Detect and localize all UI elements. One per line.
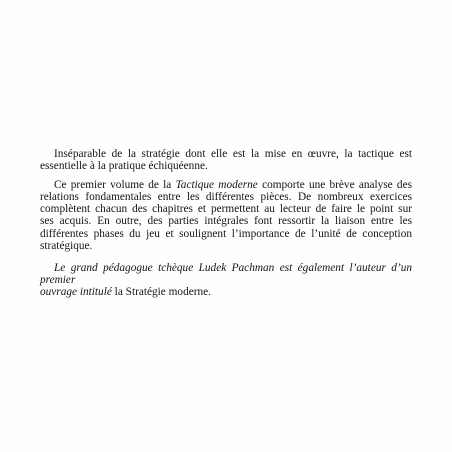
text-line: relations fondamentales entre les différentes pièces. De nombreux exercices xyxy=(40,191,412,204)
text-line xyxy=(40,179,412,191)
text-line: différentes phases du jeu et soulignent l’importance de l’unité de conception xyxy=(40,227,412,240)
paragraph-author-note xyxy=(40,262,412,298)
text-segment: ouvrage intitulé xyxy=(40,285,112,298)
text-line: Le grand pédagogue tchèque Ludek Pachman est également l’auteur d’un premier xyxy=(40,261,412,286)
book-title-strategie-moderne: la Stratégie moderne. xyxy=(111,285,211,298)
text-line: Inséparable de la stratégie dont elle est la mise en œuvre, la tactique est xyxy=(54,148,412,160)
text-line: essentielle à la pratique échiquéenne. xyxy=(40,160,208,173)
text-segment: comporte une brève analyse des xyxy=(257,179,412,192)
paragraph-tactics-intro xyxy=(40,148,412,172)
book-title-tactique-moderne: Tactique moderne xyxy=(175,179,258,192)
text-line: ses acquis. En outre, des parties intégrales font ressortir la liaison entre les xyxy=(40,215,412,228)
text-line xyxy=(40,286,412,298)
text-segment: Ce premier volume de la xyxy=(54,179,176,192)
description-text-block xyxy=(40,148,412,298)
text-line: stratégique. xyxy=(40,239,93,252)
paragraph-volume-description xyxy=(40,179,412,252)
text-line: complètent chacun des chapitres et permettent au lecteur de faire le point sur xyxy=(40,203,412,216)
